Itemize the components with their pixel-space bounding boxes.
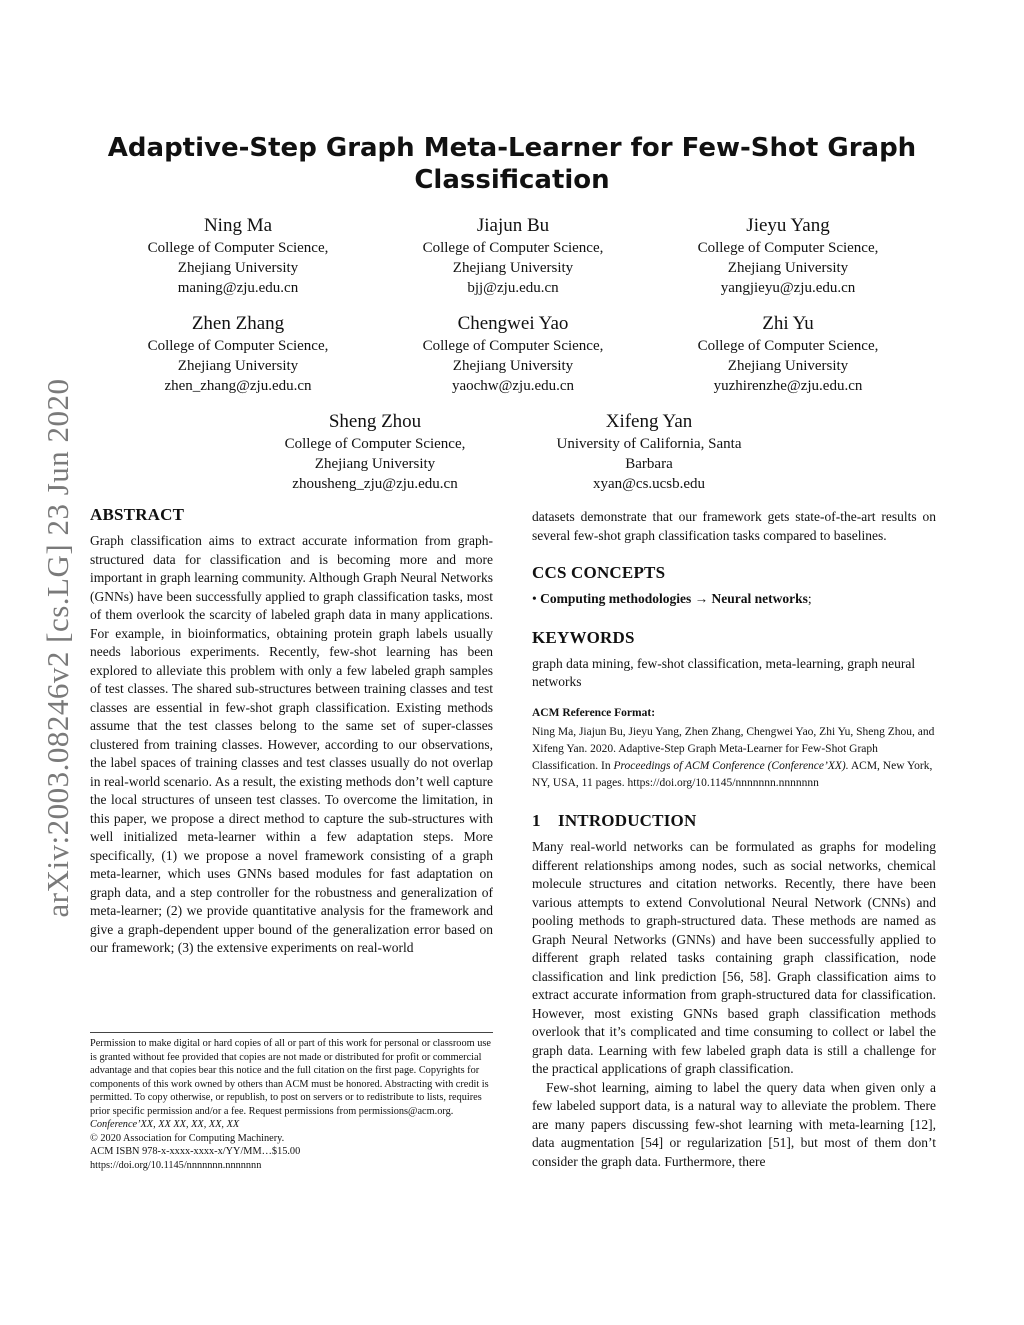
intro-paragraph: Few-shot learning, aiming to label the query data when given only a few labeled support data, is a natural way to alleviate the problem. There are many papers discussing few-shot learning with meta-learning [12], data augmentation [54] or regularization [51], but most of them don’t consider the graph data. Furthermore, there xyxy=(532,1079,936,1169)
author-name: Zhen Zhang xyxy=(191,313,285,334)
ccs-heading: CCS CONCEPTS xyxy=(532,563,666,582)
author-email: maning@zju.edu.cn xyxy=(177,280,299,296)
intro-paragraph: Many real-world networks can be formulated as graphs for modeling different relationships among nodes, such as social networks, chemical molecule structures and citation networks. Recently, there have been various attempts to extend Convolutional Neural Network (CNNs) and pooling methods to graph-structured data. These methods are named as Graph Neural Networks (GNNs) and have been successfully applied to different graph related tasks containing graph classification, node classification and link prediction [56, 58]. Graph classification aims to extract accurate information from graph-structured data for classification. However, most existing GNNs based graph classification methods overlook that it’s complicated and time consuming to collect or label the graph data. Learning with few labeled graph data is still a challenge for the practical applications of graph classification. xyxy=(532,839,936,1076)
paper-title: Adaptive-Step Graph Meta-Learner for Few-Shot Graph Classification xyxy=(107,133,917,195)
author-block xyxy=(378,214,648,298)
acm-ref-heading: ACM Reference Format: xyxy=(532,706,656,719)
arrow-icon: → xyxy=(694,591,709,606)
author-affiliation: Zhejiang University xyxy=(177,358,299,374)
author-affiliation: College of Computer Science, xyxy=(422,338,604,354)
author-affiliation: Zhejiang University xyxy=(727,260,849,276)
author-affiliation: College of Computer Science, xyxy=(284,436,466,452)
author-name: Zhi Yu xyxy=(762,313,814,334)
acm-ref-citation: Ning Ma, Jiajun Bu, Jieyu Yang, Zhen Zhang, Chengwei Yao, Zhi Yu, Sheng Zhou, and Xifeng Yan. 2020. Adaptive-Step Graph Meta-Learner for Few-Shot Graph Classification. In xyxy=(532,726,935,772)
acm-ref-publisher: ACM, New York, NY, USA, 11 pages. https://doi.org/10.1145/nnnnnnn.nnnnnnn xyxy=(532,760,933,789)
author-affiliation: University of California, Santa xyxy=(556,436,742,452)
isbn-line: ACM ISBN 978-x-xxxx-xxxx-x/YY/MM…$15.00 xyxy=(90,1146,301,1157)
author-affiliation: Zhejiang University xyxy=(727,358,849,374)
author-name: Jieyu Yang xyxy=(746,215,830,236)
author-email: bjj@zju.edu.cn xyxy=(467,280,559,296)
author-affiliation: College of Computer Science, xyxy=(147,338,329,354)
author-affiliation: College of Computer Science, xyxy=(697,338,879,354)
copyright-footnote xyxy=(90,1037,493,1172)
author-affiliation: Zhejiang University xyxy=(314,456,436,472)
author-block xyxy=(103,214,373,298)
left-column xyxy=(90,504,493,958)
author-affiliation: Zhejiang University xyxy=(452,260,574,276)
author-block xyxy=(378,312,648,396)
author-email: zhousheng_zju@zju.edu.cn xyxy=(292,476,458,492)
author-email: yaochw@zju.edu.cn xyxy=(451,378,575,394)
ccs-terminator: ; xyxy=(807,591,812,606)
conference-info: Conference’XX, XX XX, XX, XX, XX xyxy=(90,1119,240,1130)
ccs-concepts xyxy=(532,590,936,609)
acm-ref-venue: Proceedings of ACM Conference (Conference’XX). xyxy=(613,760,849,772)
author-name: Xifeng Yan xyxy=(605,411,693,432)
author-name: Chengwei Yao xyxy=(457,313,569,334)
introduction-heading xyxy=(532,810,936,832)
author-affiliation: Barbara xyxy=(625,456,673,472)
section-number: 1 xyxy=(532,811,541,830)
author-affiliation: Zhejiang University xyxy=(452,358,574,374)
section-title: INTRODUCTION xyxy=(558,811,697,830)
author-affiliation: College of Computer Science, xyxy=(422,240,604,256)
footnote-divider xyxy=(90,1032,493,1033)
author-name: Ning Ma xyxy=(203,215,273,236)
author-affiliation: College of Computer Science, xyxy=(697,240,879,256)
author-email: yangjieyu@zju.edu.cn xyxy=(720,280,856,296)
author-name: Sheng Zhou xyxy=(328,411,422,432)
author-name: Jiajun Bu xyxy=(476,215,550,236)
permission-notice: Permission to make digital or hard copies of all or part of this work for personal or classroom use is granted without fee provided that copies are not made or distributed for profit or commercial advantage and that copies bear this notice and the full citation on the first page. Copyrights for components of this work owned by others than ACM must be honored. Abstracting with credit is permitted. To copy otherwise, or republish, to post on servers or to redistribute to lists, requires prior specific permission and/or a fee. Request permissions from permissions@acm.org. xyxy=(90,1038,491,1117)
abstract-continuation: datasets demonstrate that our framework gets state-of-the-art results on several few-shot graph classification tasks compared to baselines. xyxy=(532,509,936,543)
bullet-icon: • xyxy=(532,591,537,606)
right-column xyxy=(532,508,936,1171)
arxiv-identifier: arXiv:2003.08246v2 [cs.LG] 23 Jun 2020 xyxy=(40,378,75,918)
acm-ref-text xyxy=(532,724,936,792)
author-block xyxy=(653,312,923,396)
author-affiliation: College of Computer Science, xyxy=(147,240,329,256)
keywords-text: graph data mining, few-shot classification, meta-learning, graph neural networks xyxy=(532,655,916,689)
keywords-heading: KEYWORDS xyxy=(532,627,635,647)
author-block xyxy=(514,410,784,494)
author-email: yuzhirenzhe@zju.edu.cn xyxy=(713,378,863,394)
author-affiliation: Zhejiang University xyxy=(177,260,299,276)
author-block xyxy=(103,312,373,396)
author-email: zhen_zhang@zju.edu.cn xyxy=(164,378,312,394)
abstract-heading: ABSTRACT xyxy=(90,505,185,524)
author-block xyxy=(240,410,510,494)
ccs-subconcept: Neural networks xyxy=(711,591,808,606)
author-email: xyan@cs.ucsb.edu xyxy=(592,476,706,492)
abstract-text: Graph classification aims to extract accurate information from graph-structured data for classification and is becoming more and more important in graph learning community. Although Graph Neural Networks (GNNs) have been successfully applied to graph classification tasks, most of them overlook the scarcity of labeled graph data in many applications. For example, in bioinformatics, obtaining protein graph labels usually needs laborious experiments. Recently, few-shot learning has been explored to alleviate this problem with only a few labeled graph samples of test classes. The shared sub-structures between training classes and test classes are essential in few-shot graph classification. Existing methods assume that the test classes belong to the same set of super-classes clustered from training classes. However, according to our observations, the label spaces of training classes and test classes usually do not overlap in real-world scenario. As a result, the existing methods don’t well capture the local structures of unseen test classes. To overcome the limitation, in this paper, we propose a direct method to capture the sub-structures with well initialized meta-learner within a few adaptation steps. More specifically, (1) we propose a novel framework consisting of a graph meta-learner, which uses GNNs based modules for fast adaptation on graph data, and a step controller for the robustness and generalization of meta-learner; (2) we provide quantitative analysis for the framework and give a graph-dependent upper bound of the generalization error based on our framework; (3) the extensive experiments on real-world xyxy=(90,533,493,955)
copyright-line: © 2020 Association for Computing Machinery. xyxy=(90,1132,285,1144)
doi-line: https://doi.org/10.1145/nnnnnnn.nnnnnnn xyxy=(90,1159,262,1171)
ccs-concept: Computing methodologies xyxy=(540,591,692,606)
author-block xyxy=(653,214,923,298)
